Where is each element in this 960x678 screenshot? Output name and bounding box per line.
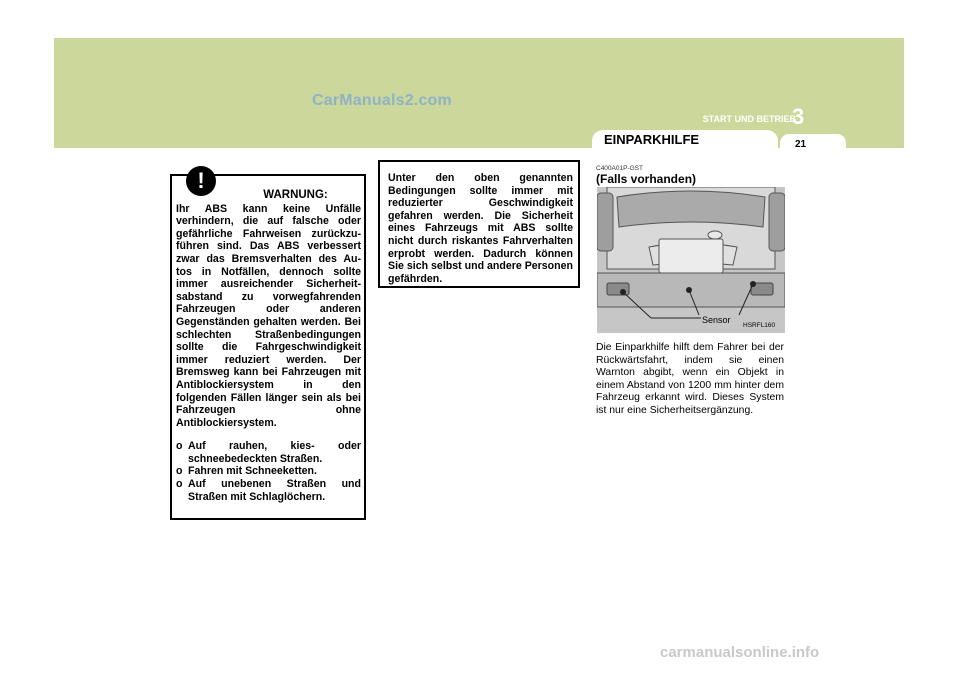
figure-sensor-label: Sensor	[702, 315, 731, 325]
warning-bullet-list	[176, 440, 361, 503]
exclamation-icon: !	[186, 166, 216, 196]
footer-link[interactable]: carmanualsonline.info	[660, 644, 820, 661]
warning-box	[170, 174, 366, 520]
bullet-mark: o	[176, 478, 183, 491]
warning-title: WARNUNG:	[263, 189, 328, 201]
bullet-text: Fahren mit Schneeketten.	[188, 465, 317, 478]
section-subtitle: (Falls vorhanden)	[596, 172, 697, 186]
header-band	[54, 38, 904, 148]
section-title: EINPARKHILFE	[604, 132, 700, 147]
list-item	[176, 440, 361, 465]
bullet-text: Auf rauhen, kies- oder schneebedeckten Straßen.	[188, 440, 361, 465]
section-code: C400A01P-GST	[596, 165, 643, 172]
figure-code: HSRFL160	[743, 322, 776, 329]
chapter-title: START UND BETRIEB	[702, 114, 796, 124]
caution-text: Unter den oben genannten Bedingungen sollte immer mit reduzierter Geschwindigkeit gefahren werden. Die Sicherheit eines Fahrzeugs mit ABS sollte nicht durch riskantes Fahrverhalten erprobt werden. Dadurch können Sie sich selbst und andere Personen gefährden.	[388, 172, 573, 285]
rear-bumper-illustration	[597, 187, 785, 333]
bullet-mark: o	[176, 440, 183, 453]
vehicle-rear-drawing	[597, 187, 785, 333]
warning-text: Ihr ABS kann keine Unfälle verhindern, die auf falsche oder gefährliche Fahrweisen zurückzu-führen sind. Das ABS verbessert zwar das Bremsverhalten des Au-tos in Notfällen, dennoch sollte immer ausreichender Sicherheit-sabstand zu vorwegfahrenden Fahrzeugen oder anderen Gegenständen gehalten werden. Bei schlechten Straßenbedingungen sollte die Fahrgeschwindigkeit immer reduziert werden. Der Bremsweg kann bei Fahrzeugen mit Antiblockiersystem in den folgenden Fällen länger sein als bei Fahrzeugen ohne Antiblockiersystem.	[176, 202, 361, 429]
bullet-text: Auf unebenen Straßen und Straßen mit Schlaglöchern.	[188, 478, 361, 503]
section-body: Die Einparkhilfe hilft dem Fahrer bei der Rückwärtsfahrt, indem sie einen Warnton abgibt, wenn ein Objekt in einem Abstand von 1200 mm hinter dem Fahrzeug erkannt wird. Dieses System ist nur eine Sicherheitsergänzung.	[596, 342, 784, 416]
bullet-mark: o	[176, 465, 183, 478]
chapter-number: 3	[792, 104, 805, 129]
caution-box	[378, 160, 580, 288]
site-link[interactable]: CarManuals2.com	[312, 92, 452, 109]
page-number: 21	[795, 139, 807, 150]
list-item	[176, 465, 361, 478]
list-item	[176, 478, 361, 503]
page-tab	[780, 134, 846, 152]
